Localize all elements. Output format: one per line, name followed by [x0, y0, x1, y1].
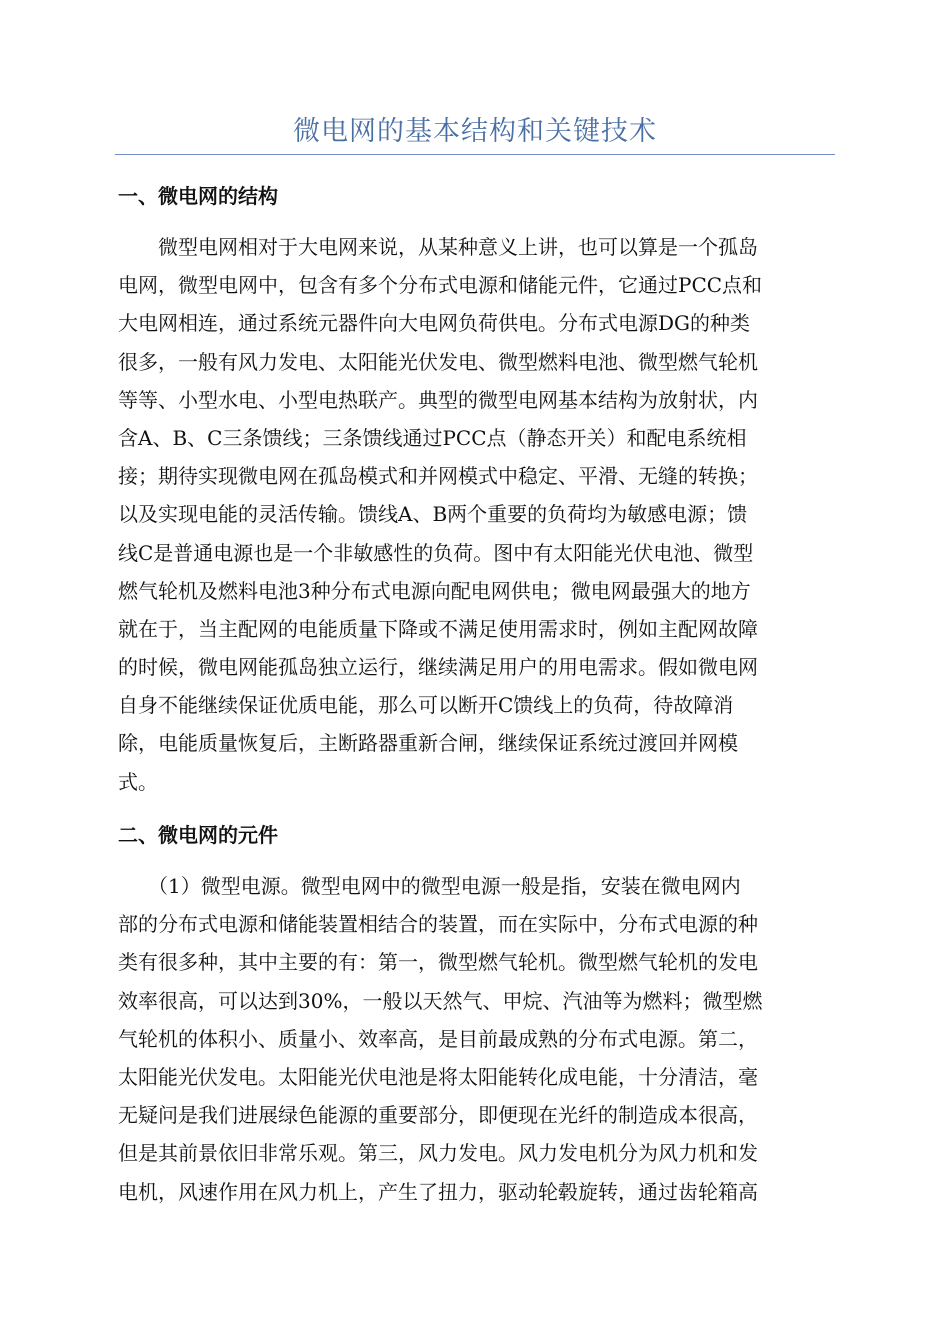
- paragraph-line: 大电网相连，通过系统元器件向大电网负荷供电。分布式电源DG的种类: [118, 311, 751, 336]
- document-title: 微电网的基本结构和关键技术: [293, 116, 657, 147]
- paragraph-line: 含A、B、C三条馈线；三条馈线通过PCC点（静态开关）和配电系统相: [118, 425, 747, 450]
- title-underline: [115, 154, 835, 155]
- paragraph-line: 接；期待实现微电网在孤岛模式和并网模式中稳定、平滑、无缝的转换；: [118, 464, 758, 489]
- paragraph-line: 很多，一般有风力发电、太阳能光伏发电、微型燃料电池、微型燃气轮机: [118, 349, 758, 374]
- paragraph-line: 微型电网相对于大电网来说，从某种意义上讲，也可以算是一个孤岛: [118, 235, 758, 259]
- paragraph-line: 以及实现电能的灵活传输。馈线A、B两个重要的负荷均为敏感电源；馈: [118, 502, 748, 527]
- paragraph-line: 的时候，微电网能孤岛独立运行，继续满足用户的用电需求。假如微电网: [118, 655, 758, 680]
- paragraph-line: 就在于，当主配网的电能质量下降或不满足使用需求时，例如主配网故障: [118, 616, 758, 641]
- section-heading-structure: 一、微电网的结构: [118, 184, 278, 208]
- paragraph-line: 等等、小型水电、小型电热联产。典型的微型电网基本结构为放射状，内: [118, 387, 758, 412]
- paragraph-line: 电机，风速作用在风力机上，产生了扭力，驱动轮毂旋转，通过齿轮箱高: [118, 1179, 758, 1204]
- paragraph-line: 无疑问是我们进展绿色能源的重要部分，即便现在光纤的制造成本很高，: [118, 1103, 758, 1128]
- paragraph-structure: [118, 228, 830, 801]
- paragraph-line: （1）微型电源。微型电网中的微型电源一般是指，安装在微电网内: [118, 874, 741, 898]
- paragraph-line: 式。: [118, 769, 158, 794]
- paragraph-line: 燃气轮机及燃料电池3种分布式电源向配电网供电；微电网最强大的地方: [118, 578, 751, 603]
- paragraph-line: 线C是普通电源也是一个非敏感性的负荷。图中有太阳能光伏电池、微型: [118, 540, 754, 565]
- paragraph-line: 自身不能继续保证优质电能，那么可以断开C馈线上的负荷，待故障消: [118, 693, 734, 718]
- paragraph-line: 部的分布式电源和储能装置相结合的装置，而在实际中，分布式电源的种: [118, 912, 758, 937]
- paragraph-line: 电网，微型电网中，包含有多个分布式电源和储能元件，它通过PCC点和: [118, 273, 763, 298]
- paragraph-line: 效率很高，可以达到30%，一般以天然气、甲烷、汽油等为燃料；微型燃: [118, 988, 763, 1013]
- paragraph-components: [118, 867, 830, 1211]
- paragraph-line: 但是其前景依旧非常乐观。第三，风力发电。风力发电机分为风力机和发: [118, 1141, 758, 1166]
- paragraph-line: 除，电能质量恢复后，主断路器重新合闸，继续保证系统过渡回并网模: [118, 731, 738, 756]
- paragraph-line: 气轮机的体积小、质量小、效率高，是目前最成熟的分布式电源。第二，: [118, 1026, 758, 1051]
- section-heading-components: 二、微电网的元件: [118, 823, 278, 847]
- paragraph-line: 类有很多种，其中主要的有：第一，微型燃气轮机。微型燃气轮机的发电: [118, 950, 758, 975]
- paragraph-line: 太阳能光伏发电。太阳能光伏电池是将太阳能转化成电能，十分清洁，毫: [118, 1064, 758, 1089]
